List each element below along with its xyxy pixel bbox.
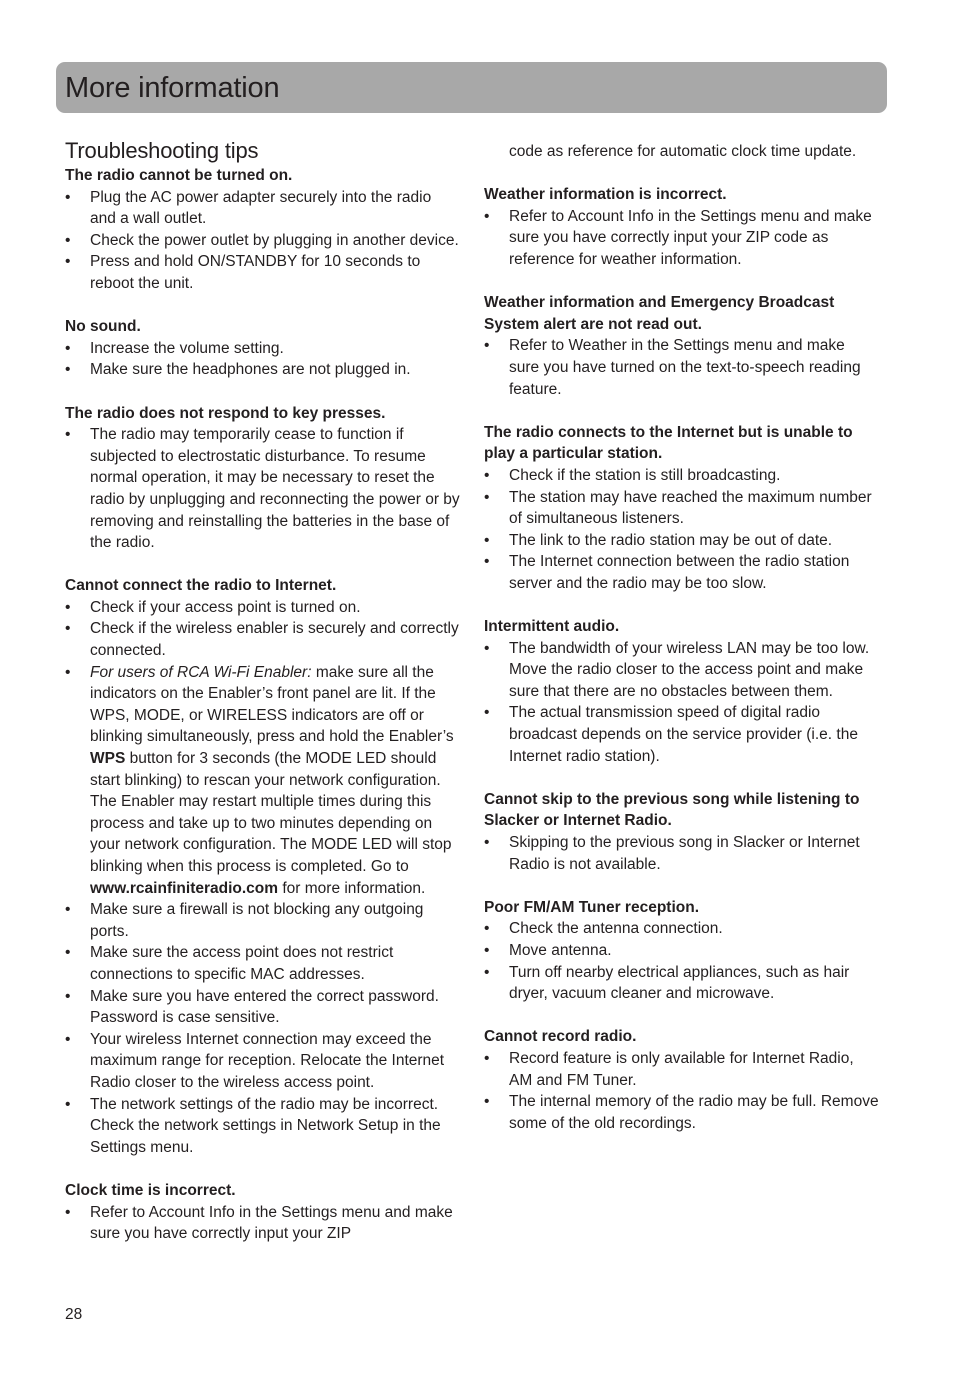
issue-title: Intermittent audio. xyxy=(484,618,620,636)
tip-item xyxy=(65,662,460,900)
tip-list xyxy=(484,206,879,271)
tip-text: The link to the radio station may be out of date. xyxy=(509,531,833,549)
tip-text: Move antenna. xyxy=(509,941,612,959)
tip-item xyxy=(65,359,460,381)
left-column xyxy=(65,137,460,1266)
bullet-icon: • xyxy=(65,944,71,962)
tip-text: Refer to Weather in the Settings menu and make sure you have turned on the text-to-speech reading feature. xyxy=(509,337,861,398)
tip-text: Refer to Account Info in the Settings menu and make sure you have correctly input your ZIP code as reference for weather information. xyxy=(509,207,872,268)
bullet-icon: • xyxy=(484,488,490,506)
tip-item xyxy=(484,1091,879,1134)
bullet-icon: • xyxy=(484,1049,490,1067)
tip-item xyxy=(484,962,879,1005)
tip-item xyxy=(65,1094,460,1159)
issue-title: The radio cannot be turned on. xyxy=(65,167,293,184)
issue-title: Clock time is incorrect. xyxy=(65,1181,236,1199)
tip-list xyxy=(484,918,879,1004)
troubleshooting-block xyxy=(484,292,879,400)
continued-text: code as reference for automatic clock time update. xyxy=(509,143,857,160)
bullet-icon: • xyxy=(65,188,71,206)
tip-text: Check if the wireless enabler is securely and correctly connected. xyxy=(90,620,459,660)
tip-item xyxy=(65,251,460,294)
tip-item xyxy=(65,338,460,360)
tip-item xyxy=(65,986,460,1029)
tip-item xyxy=(65,597,460,619)
tip-list xyxy=(65,597,460,1158)
left-troubleshooting-list xyxy=(65,165,460,1245)
tip-text: The network settings of the radio may be incorrect. Check the network settings in Network Setup in the Settings menu. xyxy=(90,1095,441,1156)
section-title: Troubleshooting tips xyxy=(65,138,259,163)
tip-text-part: make sure all the indicators on the Enabler’s front panel are lit. If the WPS, MODE, or WIRELESS indicators are off or blinking simultaneously, press and hold the Enabler’s xyxy=(90,663,454,746)
bullet-icon: • xyxy=(65,1030,71,1048)
tip-item xyxy=(484,206,879,271)
tip-list xyxy=(65,424,460,554)
issue-title: Weather information is incorrect. xyxy=(484,186,727,204)
tip-item xyxy=(484,1048,879,1091)
bullet-icon: • xyxy=(484,207,490,225)
tip-item xyxy=(65,230,460,252)
bullet-icon: • xyxy=(65,253,71,271)
tip-item xyxy=(484,702,879,767)
tip-list xyxy=(484,335,879,400)
troubleshooting-block xyxy=(65,1180,460,1245)
bullet-icon: • xyxy=(484,531,490,549)
troubleshooting-block xyxy=(484,422,879,595)
tip-text: Press and hold ON/STANDBY for 10 seconds to reboot the unit. xyxy=(90,253,421,292)
tip-item xyxy=(65,942,460,985)
troubleshooting-block xyxy=(65,165,460,295)
page-number: 28 xyxy=(65,1306,83,1323)
bullet-icon: • xyxy=(484,1093,490,1111)
bullet-icon: • xyxy=(484,920,490,938)
tip-text: Check if the station is still broadcasting. xyxy=(509,466,781,484)
bullet-icon: • xyxy=(65,231,71,249)
tip-text-part: for more information. xyxy=(278,879,426,897)
tip-list xyxy=(65,187,460,295)
bullet-icon: • xyxy=(65,1203,71,1221)
tip-text-part: www.rcainfiniteradio.com xyxy=(90,879,279,897)
issue-title: Cannot record radio. xyxy=(484,1028,637,1046)
issue-title: No sound. xyxy=(65,318,141,336)
tip-text: Check the power outlet by plugging in another device. xyxy=(90,231,459,249)
tip-text: The internal memory of the radio may be full. Remove some of the old recordings. xyxy=(509,1093,879,1132)
tip-list xyxy=(484,465,879,595)
troubleshooting-block xyxy=(484,789,879,875)
tip-item xyxy=(65,899,460,942)
issue-title: The radio does not respond to key presses. xyxy=(65,404,386,422)
bullet-icon: • xyxy=(65,426,71,444)
tip-item xyxy=(484,487,879,530)
troubleshooting-block xyxy=(65,316,460,381)
bullet-icon: • xyxy=(484,941,490,959)
tip-item xyxy=(484,335,879,400)
tip-item xyxy=(484,638,879,703)
bullet-icon: • xyxy=(484,834,490,851)
tip-item xyxy=(65,424,460,554)
tip-text: Check if your access point is turned on. xyxy=(90,598,361,616)
tip-item xyxy=(65,187,460,230)
bullet-icon: • xyxy=(65,987,71,1005)
tip-text: The station may have reached the maximum number of simultaneous listeners. xyxy=(509,488,872,528)
issue-title: Cannot skip to the previous song while listening to Slacker or Internet Radio. xyxy=(484,790,860,830)
page-title: More information xyxy=(65,72,280,104)
issue-title: Weather information and Emergency Broadcast System alert are not read out. xyxy=(484,294,835,333)
tip-list xyxy=(65,1202,460,1245)
tip-list xyxy=(484,1048,879,1134)
tip-text: The actual transmission speed of digital radio broadcast depends on the service provider (i.e. the Internet radio station). xyxy=(509,704,858,765)
tip-text: Plug the AC power adapter securely into the radio and a wall outlet. xyxy=(90,188,432,228)
tip-text: Make sure a firewall is not blocking any outgoing ports. xyxy=(90,901,424,940)
bullet-icon: • xyxy=(484,963,490,981)
tip-text: Make sure the headphones are not plugged in. xyxy=(90,361,411,379)
bullet-icon: • xyxy=(65,598,71,616)
tip-text-part: For users of RCA Wi-Fi Enabler: xyxy=(90,663,312,681)
bullet-icon: • xyxy=(484,337,490,355)
tip-item xyxy=(484,551,879,594)
tip-text-part: WPS xyxy=(90,750,126,768)
tip-text: Make sure the access point does not restrict connections to specific MAC addresses. xyxy=(90,944,394,983)
bullet-icon: • xyxy=(65,361,71,379)
right-column xyxy=(484,141,879,1156)
tip-item xyxy=(484,465,879,487)
bullet-icon: • xyxy=(65,663,71,681)
bullet-icon: • xyxy=(65,1095,71,1113)
troubleshooting-block xyxy=(484,616,879,767)
troubleshooting-block xyxy=(484,1026,879,1134)
tip-text: Make sure you have entered the correct password. Password is case sensitive. xyxy=(90,987,439,1027)
tip-text: The radio may temporarily cease to function if subjected to electrostatic disturbance. To resume normal operation, it may be necessary to reset the radio by unplugging and reconnecting the power or by removing and reinstalling the batteries in the base of the radio. xyxy=(90,426,460,552)
bullet-icon: • xyxy=(484,639,490,657)
bullet-icon: • xyxy=(484,704,490,722)
bullet-icon: • xyxy=(65,620,71,638)
bullet-icon: • xyxy=(65,339,71,357)
tip-text: Turn off nearby electrical appliances, such as hair dryer, vacuum cleaner and microwave. xyxy=(509,963,850,1003)
tip-text: Skipping to the previous song in Slacker or Internet Radio is not available. xyxy=(509,834,860,873)
tip-text: Increase the volume setting. xyxy=(90,339,284,357)
troubleshooting-block xyxy=(65,403,460,554)
tip-list xyxy=(484,832,879,875)
tip-item xyxy=(65,1029,460,1094)
tip-text: Record feature is only available for Internet Radio, AM and FM Tuner. xyxy=(509,1049,854,1089)
issue-title: Poor FM/AM Tuner reception. xyxy=(484,898,699,916)
bullet-icon: • xyxy=(65,901,71,919)
bullet-icon: • xyxy=(484,466,490,484)
tip-text: The bandwidth of your wireless LAN may be too low. Move the radio closer to the access point and make sure that there are no obstacles between them. xyxy=(509,639,870,700)
tip-item xyxy=(484,832,879,875)
header-bar xyxy=(56,62,887,113)
tip-text: The Internet connection between the radio station server and the radio may be too slow. xyxy=(509,553,850,592)
tip-item xyxy=(484,940,879,962)
tip-list xyxy=(65,338,460,381)
tip-text: Your wireless Internet connection may exceed the maximum range for reception. Relocate the Internet Radio closer to the wireless access point. xyxy=(90,1030,445,1091)
tip-item xyxy=(484,530,879,552)
troubleshooting-block xyxy=(65,575,460,1158)
tip-text: Refer to Account Info in the Settings menu and make sure you have correctly input your ZIP xyxy=(90,1203,453,1243)
bullet-icon: • xyxy=(484,553,490,571)
troubleshooting-block xyxy=(484,184,879,270)
right-troubleshooting-list xyxy=(484,184,879,1134)
tip-item xyxy=(65,1202,460,1245)
issue-title: The radio connects to the Internet but is unable to play a particular station. xyxy=(484,423,853,463)
tip-text-part: button for 3 seconds (the MODE LED should start blinking) to rescan your network configuration. The Enabler may restart multiple times during this process and take up to two minutes depending on your network configuration. The MODE LED will stop blinking when this process is completed. Go to xyxy=(90,750,452,875)
tip-item xyxy=(484,918,879,940)
troubleshooting-block xyxy=(484,897,879,1005)
issue-title: Cannot connect the radio to Internet. xyxy=(65,577,337,595)
tip-text: Check the antenna connection. xyxy=(509,920,723,938)
tip-item xyxy=(65,618,460,661)
tip-list xyxy=(484,638,879,768)
